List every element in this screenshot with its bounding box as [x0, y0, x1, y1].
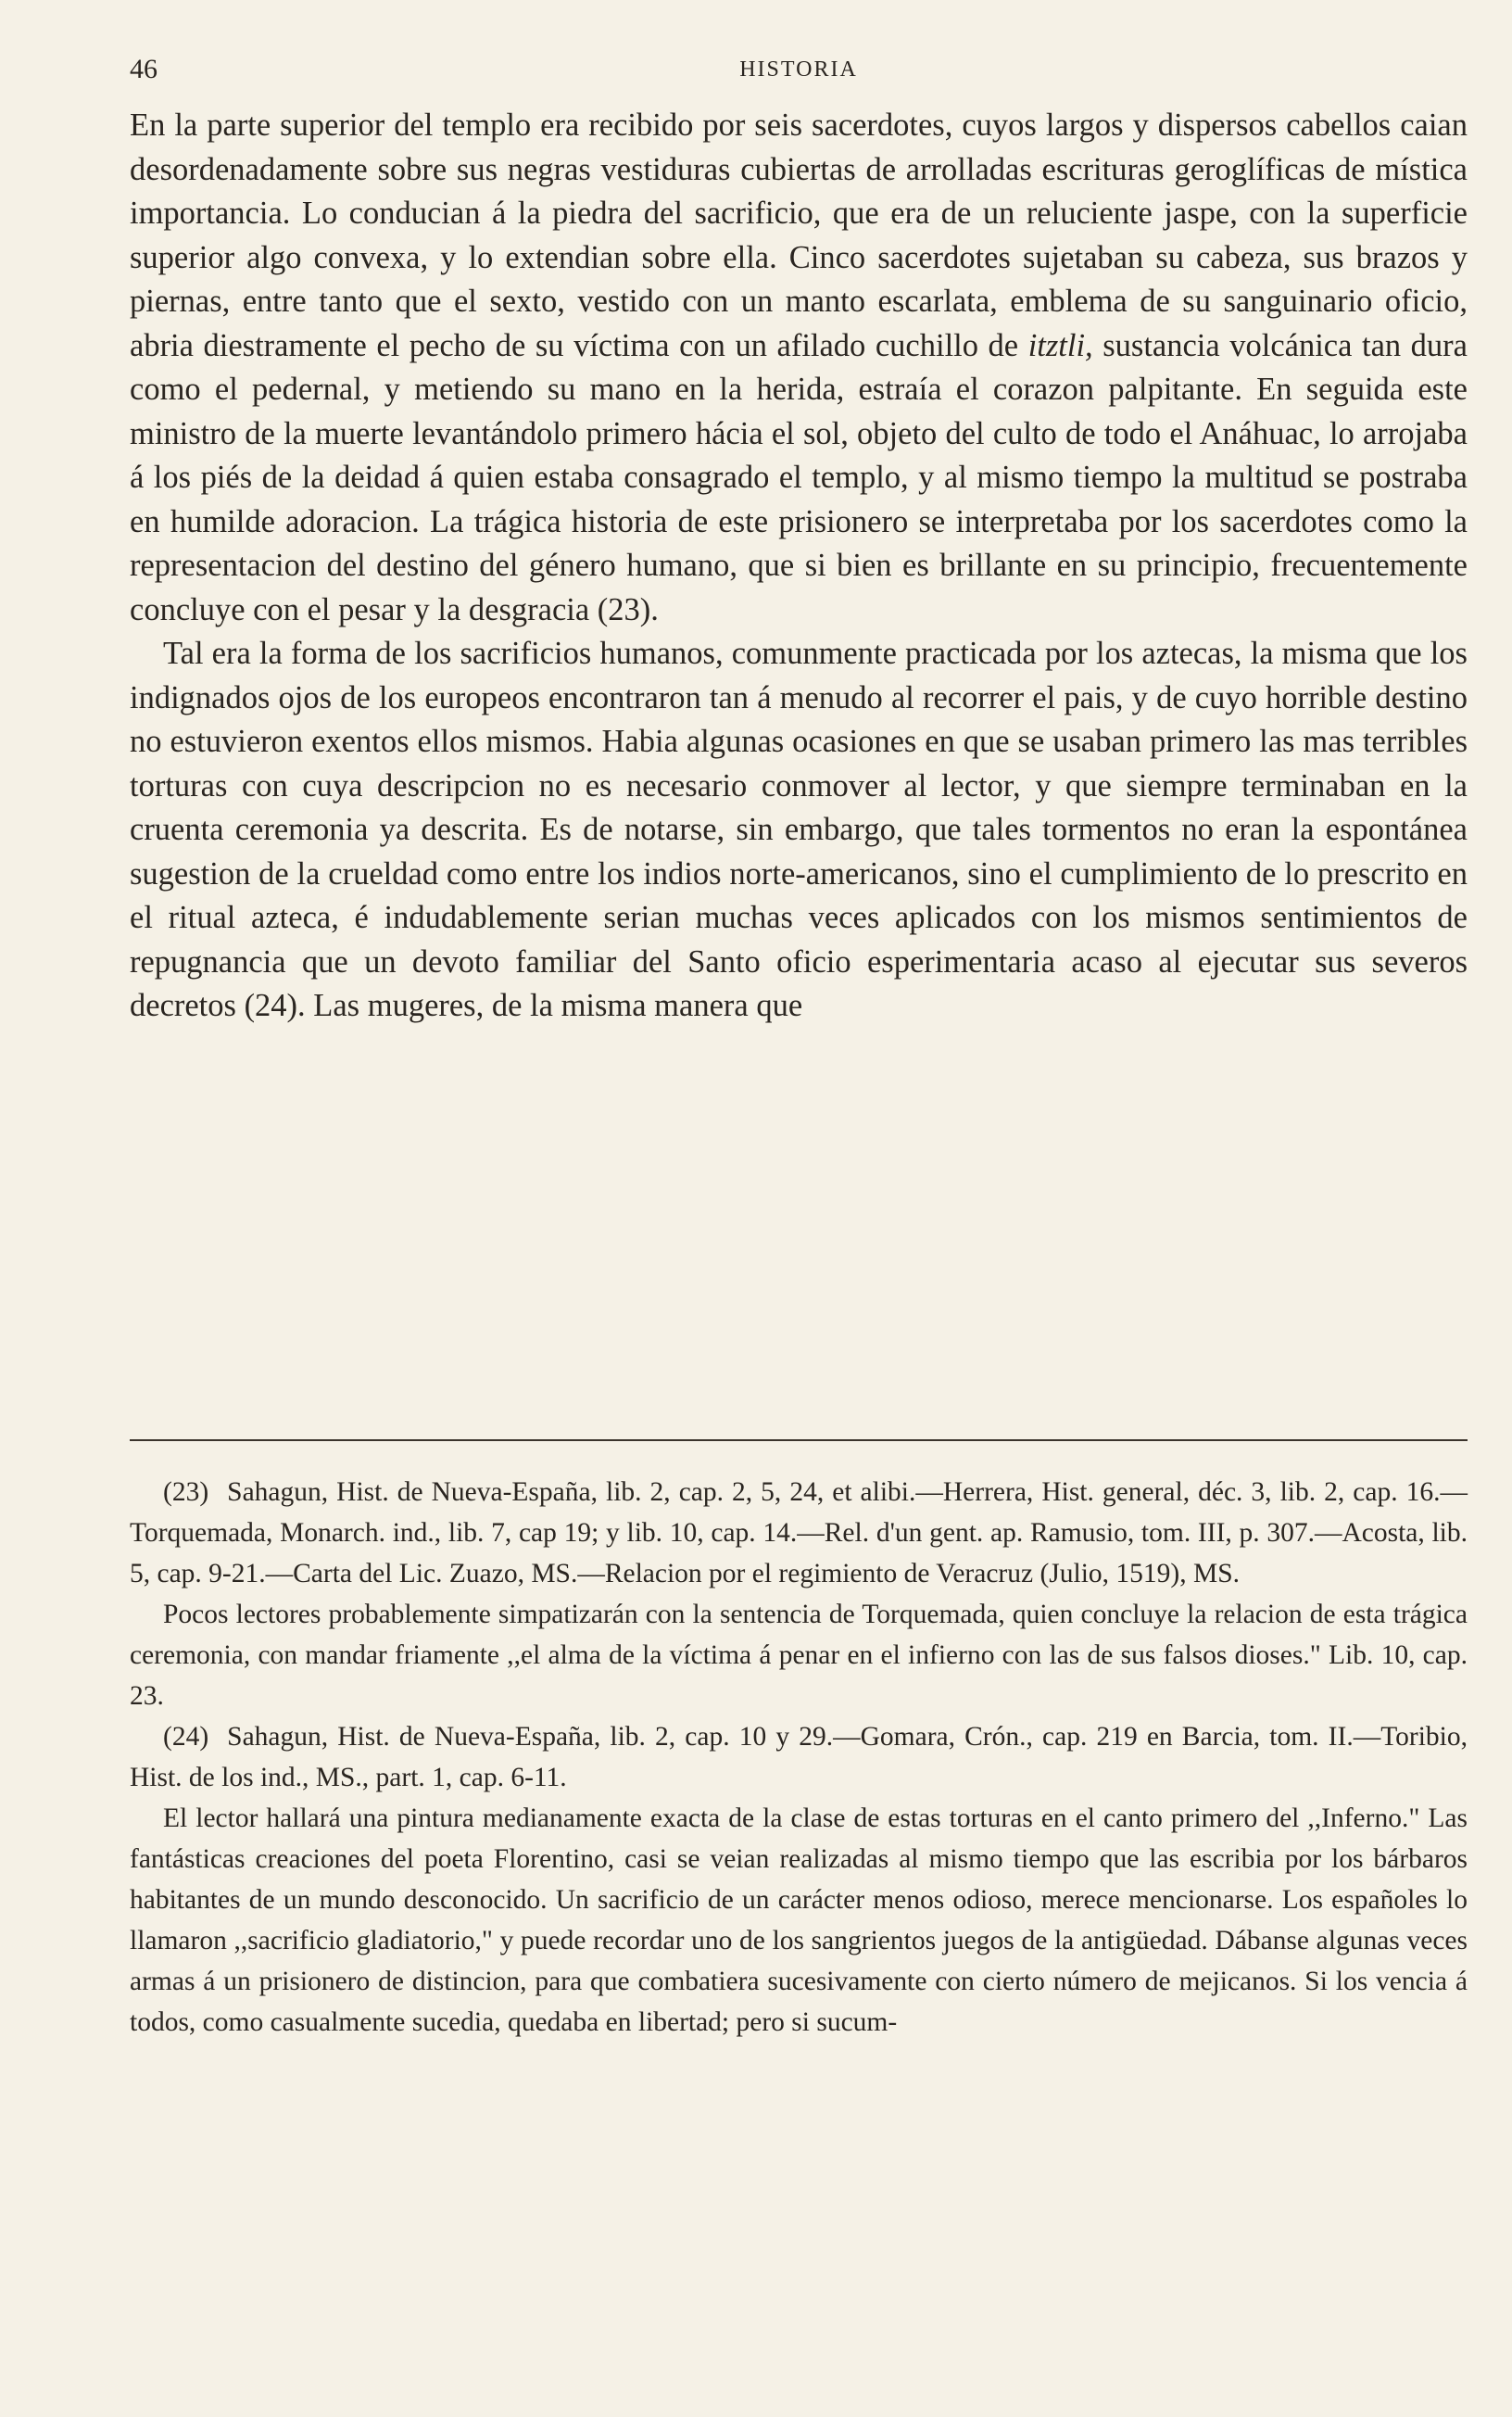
footnote-24-number: (24): [163, 1722, 209, 1752]
paragraph-1: [130, 104, 1468, 632]
page-number: 46: [130, 54, 158, 84]
footnote-24: [130, 1716, 1468, 1798]
running-head: [130, 54, 1468, 91]
italic-term-itztli: itztli,: [1027, 327, 1093, 363]
footnote-23-commentary: Pocos lectores probablemente simpatizarán con la sentencia de Torquemada, quien concluye la relacion de esta trágica ceremonia, con mandar friamente ,,el alma de la víctima á penar en el infierno con las de sus falsos dioses." Lib. 10, cap. 23.: [130, 1600, 1468, 1711]
footnote-23-number: (23): [163, 1477, 209, 1507]
footnote-rule: [130, 1439, 1468, 1441]
footnote-23: [130, 1472, 1468, 1594]
footnote-24-text: Sahagun, Hist. de Nueva-España, lib. 2, cap. 10 y 29.—Gomara, Crón., cap. 219 en Barcia, tom. II.—Toribio, Hist. de los ind., MS., part. 1, cap. 6-11.: [130, 1722, 1468, 1792]
footnote-24-commentary: El lector hallará una pintura medianamente exacta de la clase de estas torturas en el canto primero del ,,Inferno." Las fantásticas creaciones del poeta Florentino, casi se veian realizadas al mismo tiempo que las escribia por los bárbaros habitantes de un mundo desconocido. Un sacrificio de un carácter menos odioso, merece mencionarse. Los españoles lo llamaron ,,sacrificio gladiatorio," y puede recordar uno de los sangrientos juegos de la antigüedad. Dábanse algunas veces armas á un prisionero de distincion, para que combatiera sucesivamente con cierto número de mejicanos. Si los vencia á todos, como casualmente sucedia, quedaba en libertad; pero si sucum-: [130, 1803, 1468, 2037]
paragraph-2: Tal era la forma de los sacrificios humanos, comunmente practicada por los aztecas, la misma que los indignados ojos de los europeos encontraron tan á menudo al recorrer el pais, y de cuyo horrible destino no estuvieron exentos ellos mismos. Habia algunas ocasiones en que se usaban primero las mas terribles torturas con cuya descripcion no es necesario conmover al lector, y que siempre terminaban en la cruenta ceremonia ya descrita. Es de notarse, sin embargo, que tales tormentos no eran la espontánea sugestion de la crueldad como entre los indios norte-americanos, sino el cumplimiento de lo prescrito en el ritual azteca, é indudablemente serian muchas veces aplicados con los mismos sentimientos de repugnancia que un devoto familiar del Santo oficio esperimentaria acaso al ejecutar sus severos decretos (24). Las mugeres, de la misma manera que: [130, 636, 1468, 1023]
footnote-23-text: Sahagun, Hist. de Nueva-España, lib. 2, cap. 2, 5, 24, et alibi.—Herrera, Hist. general, déc. 3, lib. 2, cap. 16.—Torquemada, Monarch. ind., lib. 7, cap 19; y lib. 10, cap. 14.—Rel. d'un gent. ap. Ramusio, tom. III, p. 307.—Acosta, lib. 5, cap. 9-21.—Carta del Lic. Zuazo, MS.—Relacion por el regimiento de Veracruz (Julio, 1519), MS.: [130, 1477, 1468, 1588]
main-text: [130, 104, 1468, 1029]
running-title: HISTORIA: [739, 57, 858, 82]
paragraph-1-text-a: En la parte superior del templo era recibido por seis sacerdotes, cuyos largos y dispersos cabellos caian desordenadamente sobre sus negras vestiduras cubiertas de arrolladas escrituras geroglíficas de mística importancia. Lo conducian á la piedra del sacrificio, que era de un reluciente jaspe, con la superficie superior algo convexa, y lo extendian sobre ella. Cinco sacerdotes sujetaban su cabeza, sus brazos y piernas, entre tanto que el sexto, vestido con un manto escarlata, emblema de su sanguinario oficio, abria diestramente el pecho de su víctima con un afilado cuchillo de: [130, 108, 1468, 363]
footnotes: [130, 1472, 1468, 2043]
paragraph-1-text-b: sustancia volcánica tan dura como el pedernal, y metiendo su mano en la herida, estraía el corazon palpitante. En seguida este ministro de la muerte levantándolo primero hácia el sol, objeto del culto de todo el Anáhuac, lo arrojaba á los piés de la deidad á quien estaba consagrado el templo, y al mismo tiempo la multitud se postraba en humilde adoracion. La trágica historia de este prisionero se interpretaba por los sacerdotes como la representacion del destino del género humano, que si bien es brillante en su principio, frecuentemente concluye con el pesar y la desgracia (23).: [130, 327, 1468, 627]
